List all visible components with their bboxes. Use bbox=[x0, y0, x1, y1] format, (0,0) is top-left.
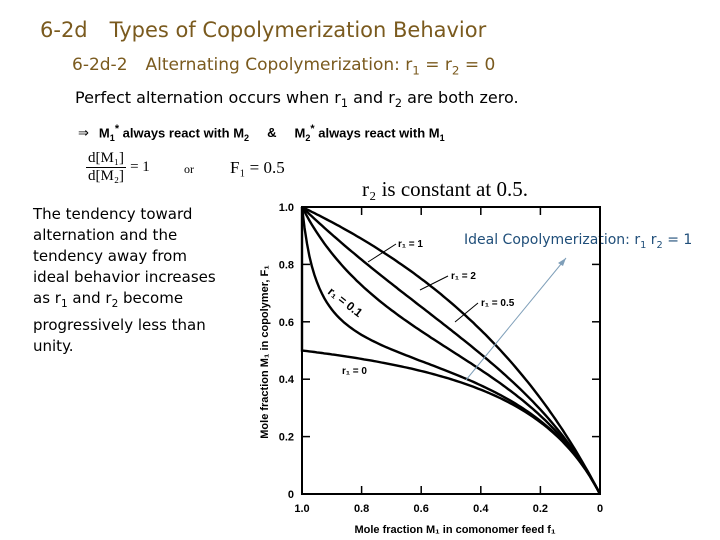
superscript: * bbox=[114, 123, 120, 135]
subscript: 1 bbox=[109, 132, 115, 143]
rule-left-text: always react with M bbox=[119, 125, 245, 141]
curve-label: r₁ = 2 bbox=[451, 271, 476, 282]
ideal-label-part: = 1 bbox=[662, 232, 693, 248]
ampersand: & bbox=[267, 125, 277, 141]
superscript: * bbox=[310, 123, 315, 135]
curve-label: r₁ = 0 bbox=[342, 366, 367, 377]
y-tick-label: 0.6 bbox=[278, 316, 294, 329]
para-part: and r bbox=[67, 289, 112, 307]
y-tick-label: 1.0 bbox=[278, 202, 294, 214]
fraction-numerator: d[M₁] bbox=[88, 150, 125, 166]
intro-part: are both zero. bbox=[401, 88, 519, 107]
curve-label-pointer bbox=[455, 303, 478, 322]
or-text: or bbox=[184, 162, 194, 176]
rule-right-text: always react with M bbox=[314, 125, 440, 141]
ideal-pointer-arrowhead bbox=[558, 258, 566, 266]
chart-curves bbox=[302, 207, 600, 494]
subscript: 2 bbox=[394, 97, 402, 111]
subsection-title: Alternating Copolymerization: r bbox=[145, 55, 413, 75]
section-number: 6-2d bbox=[40, 18, 88, 42]
subsection-title-suffix: = 0 bbox=[459, 55, 496, 75]
r2-constant-note: r₂ is constant at 0.5. bbox=[362, 177, 528, 201]
rule-right: M bbox=[294, 125, 306, 141]
ideal-label-part: r bbox=[646, 232, 657, 248]
x-tick-label: 0.4 bbox=[473, 503, 489, 515]
subscript: 1 bbox=[412, 63, 420, 78]
para-part: become progressively less than unity. bbox=[33, 289, 206, 355]
equation-f1: F₁ = 0.5 bbox=[230, 158, 285, 177]
ideal-pointer-line bbox=[466, 258, 566, 380]
intro-part: Perfect alternation occurs when r bbox=[75, 88, 341, 107]
subscript: 2 bbox=[451, 63, 460, 78]
curve-r1-0_5 bbox=[302, 207, 600, 494]
y-axis-label: Mole fraction M₁ in copolymer, F₁ bbox=[259, 265, 271, 439]
section-title: Types of Copolymerization Behavior bbox=[109, 18, 487, 42]
subscript: 1 bbox=[640, 239, 647, 251]
subscript: 1 bbox=[60, 298, 68, 310]
subscript: 2 bbox=[244, 132, 250, 143]
subscript: 1 bbox=[439, 132, 445, 143]
subscript: 1 bbox=[340, 97, 348, 111]
subsection-title-mid: = r bbox=[419, 55, 452, 75]
para-part: The tendency toward alternation and the tendency away from ideal behavior increases as r bbox=[33, 205, 216, 307]
intro-part: and r bbox=[348, 88, 395, 107]
y-tick-label: 0.8 bbox=[278, 259, 294, 272]
curve-label-rotated: r₁ = 0.1 bbox=[325, 284, 366, 320]
equation-rhs: = 1 bbox=[130, 159, 150, 175]
subscript: 2 bbox=[111, 298, 119, 310]
y-tick-label: 0.2 bbox=[278, 431, 294, 444]
y-tick-label: 0.4 bbox=[278, 374, 294, 387]
subscript: 2 bbox=[305, 132, 311, 143]
rule-left: M bbox=[98, 125, 110, 141]
implies-arrow-icon: ⇒ bbox=[78, 125, 89, 141]
x-tick-label: 0 bbox=[596, 503, 604, 515]
x-tick-label: 1.0 bbox=[294, 503, 310, 515]
x-tick-label: 0.2 bbox=[532, 503, 549, 515]
x-tick-label: 0.6 bbox=[413, 503, 429, 515]
x-tick-label: 0.8 bbox=[353, 503, 370, 515]
x-axis-label: Mole fraction M₁ in comonomer feed f₁ bbox=[354, 524, 556, 536]
curve-label: r₁ = 1 bbox=[398, 239, 423, 250]
curve-label: r₁ = 0.5 bbox=[481, 298, 515, 309]
subsection-number: 6-2d-2 bbox=[72, 55, 128, 75]
ideal-label-part: Ideal Copolymerization: r bbox=[464, 232, 641, 248]
subscript: 2 bbox=[656, 239, 663, 251]
fraction-denominator: d[M₂] bbox=[88, 168, 125, 184]
y-tick-label: 0 bbox=[287, 489, 294, 501]
